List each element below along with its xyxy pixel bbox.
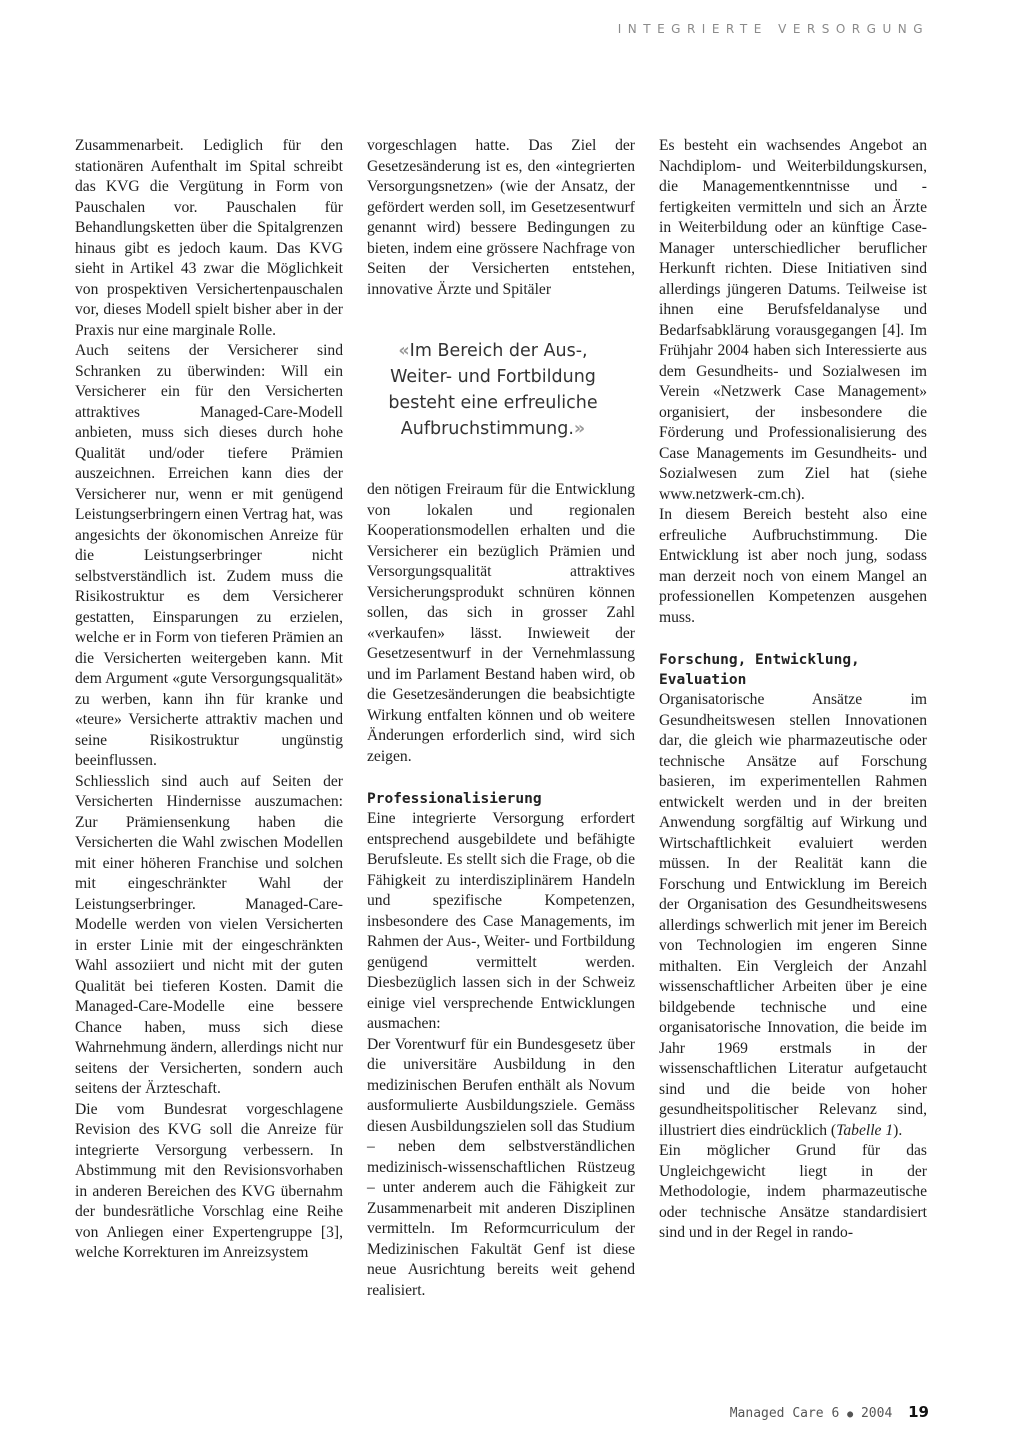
paragraph: Eine integrierte Versorgung erfordert entsprechend ausgebildete und befähigte Berufsleute. Es stellt sich die Frage, ob die Fähigkeit zu interdisziplinärem Handeln und spezifische Kompetenzen, insbesondere des Case Managements, im Rahmen der Aus-, Weiter- und Fortbildung genügend vermittelt werden. Diesbezüglich lassen sich in der Schweiz einige viel versprechende Entwicklungen ausmachen: xyxy=(367,810,635,1032)
pull-quote xyxy=(367,338,619,442)
column-2 xyxy=(367,136,635,1301)
journal-name: Managed Care 6 xyxy=(729,1406,840,1421)
table-reference: Tabelle 1 xyxy=(836,1121,894,1139)
paragraph-text: Organisatorische Ansätze im Gesundheitswesen stellen Innovationen dar, die gleich wie pharmazeutische oder technische Ansätze auf Forschung basieren, im experimentellen Rahmen entwickelt werden und in der breiten Anwendung sorgfältig auf Wirkung und Wirtschaftlichkeit evaluiert werden müssen. In der Realität kann die Forschung und Entwicklung im Bereich der Organisation des Gesundheitswesens allerdings schwerlich mit jener im Bereich von Technologien im engeren Sinne mithalten. Ein Vergleich der Anzahl wissenschaftlicher Arbeiten über je eine bildgebende technische und eine organisatorische Innovation, die beide im Jahr 1969 erstmals in der wissenschaftlichen Literatur aufgetaucht sind und die beide von hoher gesundheitspolitischer Relevanz sind, illustriert dies eindrücklich ( xyxy=(659,691,927,1139)
paragraph xyxy=(659,690,927,1141)
paragraph: vorgeschlagen hatte. Das Ziel der Gesetzesänderung ist es, den «integrierten Versorgungsnetzen» (wie der Ansatz, der gefördert werden soll, im Gesetzesentwurf genannt wird) bessere Bedingungen zu bieten, indem eine grössere Nachfrage von Seiten der Versicherten entstehen, innovative Ärzte und Spitäler xyxy=(367,137,635,298)
paragraph: Die vom Bundesrat vorgeschlagene Revision des KVG soll die Anreize für integrierte Versorgung verbessern. In Abstimmung mit den Revisionsvorhaben in anderen Bereichen des KVG übernahm der bundesrätliche Vorschlag eine Reihe von Anliegen einer Expertengruppe [3], welche Korrekturen im Anreizsystem xyxy=(75,1100,343,1261)
open-quote-mark: « xyxy=(398,341,410,361)
paragraph: Auch seitens der Versicherer sind Schranken zu überwinden: Will ein Versicherer ein für den Versicherten attraktives Managed-Care-Modell anbieten, muss sich dieses durch hohe Qualität und/oder tiefere Prämien auszeichnen. Erreichen kann dies der Versicherer nur, wenn er mit genügend Leistungserbringern einen Vertrag hat, was angesichts der ökonomischen Anreize für die Leistungserbringer nicht selbstverständlich ist. Zudem muss die Risikostruktur es dem Versicherer gestatten, Einsparungen zu erzielen, welche er in Form von tieferen Prämien an die Versicherten weitergeben kann. Mit dem Argument «gute Versorgungsqualität» zu werben, kann ihn für kranke und «teure» Versicherte attraktiv machen und seine Risikostruktur ungünstig beeinflussen. xyxy=(75,342,343,769)
section-heading-professionalisierung: Professionalisierung xyxy=(367,791,542,807)
journal-year: 2004 xyxy=(860,1406,893,1421)
paragraph: Zusammenarbeit. Lediglich für den stationären Aufenthalt im Spital schreibt das KVG die Vergütung in Form von Pauschalen vor. Pauschalen für Behandlungsketten über die Spitalgrenzen hinaus gibt es jedoch kaum. Das KVG sieht in Artikel 43 zwar die Möglichkeit von prospektiven Versichertenpauschalen vor, dieses Modell spielt bisher aber in der Praxis nur eine marginale Rolle. xyxy=(75,137,343,339)
paragraph: Schliesslich sind auch auf Seiten der Versicherten Hindernisse auszumachen: Zur Prämiensenkung haben die Versicherten die Wahl zwischen Modellen mit einer höheren Franchise und solchen mit eingeschränkter Wahl der Leistungserbringer. Managed-Care-Modelle werden von vielen Versicherten in erster Linie mit der eingeschränkten Wahl assoziiert und nicht mit der guten Qualität bei tieferen Kosten. Damit die Managed-Care-Modelle eine bessere Chance haben, muss sich diese Wahrnehmung ändern, allerdings nicht nur seitens der Versicherten, sondern auch seitens der Ärzteschaft. xyxy=(75,772,343,1097)
paragraph: Es besteht ein wachsendes Angebot an Nachdiplom- und Weiterbildungskursen, die Managementkenntnisse und -fertigkeiten vermitteln und sich an Ärzte in Weiterbildung oder an künftige Case-Manager unterschiedlicher beruflicher Herkunft richten. Diese Initiativen sind allerdings jüngeren Datums. Teilweise ist ihnen eine Berufsfeldanalyse und Bedarfsabklärung vorausgegangen [4]. Im Frühjahr 2004 haben sich Interessierte aus dem Gesundheits- und Sozialwesen im Verein «Netzwerk Case Management» organisiert, der insbesondere die Förderung und Professionalisierung des Case Managements im Gesundheits- und Sozialwesen zum Ziel hat (siehe www.netzwerk-cm.ch). xyxy=(659,137,927,503)
paragraph: den nötigen Freiraum für die Entwicklung von lokalen und regionalen Kooperationsmodellen erhalten und die Versicherer ein bezüglich Prämien und Versorgungsqualität attraktives Versicherungsprodukt schnüren können sollen, das sich in grosser Zahl «verkaufen» lässt. Inwieweit der Gesetzesentwurf in der Vernehmlassung und im Parlament Bestand haben wird, ob die Gesetzesänderungen die beabsichtigte Wirkung entfalten können und ob weitere Änderungen erforderlich sind, wird sich zeigen. xyxy=(367,481,635,765)
column-1 xyxy=(75,136,343,1264)
separator-dot: ● xyxy=(847,1409,854,1420)
paragraph: In diesem Bereich besteht also eine erfreuliche Aufbruchstimmung. Die Entwicklung ist aber noch jung, sodass man derzeit noch von einem Mangel an professionellen Kompetenzen ausgehen muss. xyxy=(659,506,927,626)
column-3 xyxy=(659,136,927,1244)
page-number: 19 xyxy=(908,1403,929,1421)
paragraph: Ein möglicher Grund für das Ungleichgewicht liegt in der Methodologie, indem pharmazeutische oder technische Ansätze standardisiert sind und in der Regel in rando- xyxy=(659,1142,927,1241)
paragraph-text: ). xyxy=(893,1121,903,1139)
page-footer xyxy=(730,1403,929,1421)
running-head: INTEGRIERTE VERSORGUNG xyxy=(617,22,929,36)
close-quote-mark: » xyxy=(573,419,586,439)
paragraph: Der Vorentwurf für ein Bundesgesetz über die universitäre Ausbildung in den medizinischen Berufen enthält als Novum ausformulierte Ausbildungsziele. Gemäss diesen Ausbildungszielen soll das Studium – neben dem selbstverständlichen medizinisch-wissenschaftlichen Rüstzeug – unter anderem auch die Fähigkeit zur Zusammenarbeit mit anderen Disziplinen vermitteln. Im Reformcurriculum der Medizinischen Fakultät Genf ist diese neue Ausrichtung bereits weit gehend realisiert. xyxy=(367,1035,635,1299)
pull-quote-text: Im Bereich der Aus-, Weiter- und Fortbildung besteht eine erfreuliche Aufbruchstimmung. xyxy=(388,341,598,439)
section-heading-forschung: Forschung, Entwicklung, Evaluation xyxy=(659,652,860,688)
